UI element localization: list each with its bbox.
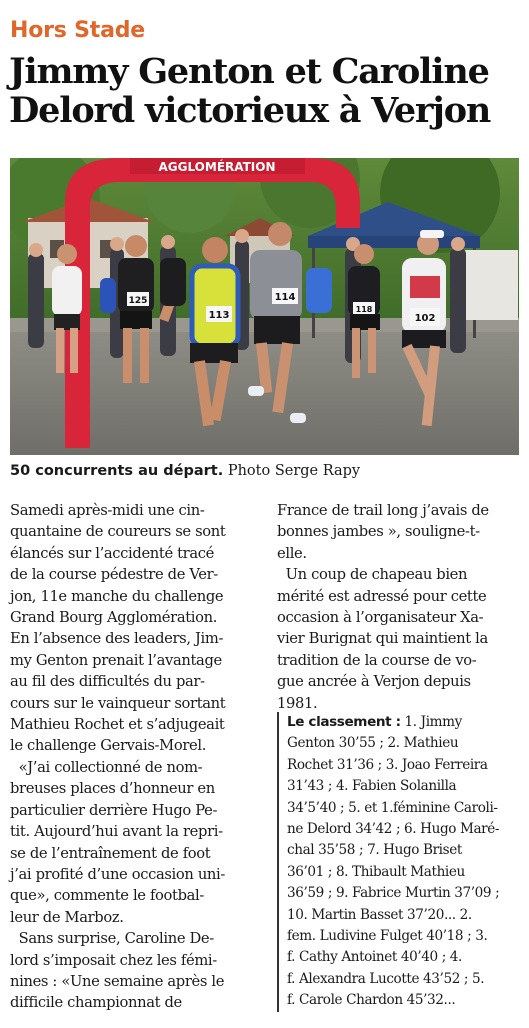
article-column-1 bbox=[10, 500, 266, 1014]
body-line: En l’absence des leaders, Jim- bbox=[10, 630, 224, 648]
bib-number: 113 bbox=[208, 310, 230, 321]
body-line: my Genton prenait l’avantage bbox=[10, 651, 222, 669]
body-line: vier Burignat qui maintient la bbox=[277, 630, 488, 648]
caption-bold: 50 concurrents au départ. bbox=[10, 463, 224, 479]
body-line: breuses places d’honneur en bbox=[10, 780, 215, 798]
body-line: de la course pédestre de Ver- bbox=[10, 566, 218, 584]
results-line: ne Delord 34’42 ; 6. Hugo Maré- bbox=[287, 821, 500, 838]
body-line: quantaine de coureurs se sont bbox=[10, 523, 226, 541]
body-line: occasion à l’organisateur Xa- bbox=[277, 609, 484, 627]
body-line: Mathieu Rochet et s’adjugeait bbox=[10, 716, 225, 734]
headline-line: Delord victorieux à Verjon bbox=[9, 90, 491, 131]
body-line: au fil des difficultés du par- bbox=[10, 673, 205, 691]
body-line: leur de Marboz. bbox=[10, 908, 124, 926]
results-line: 36’01 ; 8. Thibault Mathieu bbox=[287, 863, 465, 880]
results-text: 1. Jimmy bbox=[400, 714, 462, 730]
results-line: Genton 30’55 ; 2. Mathieu bbox=[287, 735, 459, 752]
photo-credit: Photo Serge Rapy bbox=[223, 463, 361, 479]
bib-number: 114 bbox=[274, 292, 296, 303]
results-line: 36’59 ; 9. Fabrice Murtin 37’09 ; bbox=[287, 885, 500, 902]
body-line: j’ai profité d’une occasion uni- bbox=[10, 865, 225, 883]
body-line: Grand Bourg Agglomération. bbox=[10, 609, 218, 627]
body-line: difficile championnat de bbox=[10, 994, 182, 1012]
bib-number: 102 bbox=[414, 313, 436, 324]
body-line: mérité est adressé pour cette bbox=[277, 587, 487, 605]
results-line: f. Cathy Antoinet 40’40 ; 4. bbox=[287, 949, 462, 966]
body-line: Samedi après-midi une cin- bbox=[10, 502, 205, 519]
results-label: Le classement : bbox=[287, 714, 401, 730]
results-box bbox=[277, 712, 527, 1012]
body-line: France de trail long j’avais de bbox=[277, 502, 489, 519]
results-line: Rochet 31’36 ; 3. Joao Ferreira bbox=[287, 756, 488, 773]
body-line: se de l’entraînement de foot bbox=[10, 844, 211, 862]
results-line: fem. Ludivine Fulget 40’18 ; 3. bbox=[287, 928, 488, 945]
results-first-line bbox=[287, 712, 527, 733]
body-line: tradition de la course de vo- bbox=[277, 651, 477, 669]
body-line: le challenge Gervais-Morel. bbox=[10, 737, 207, 755]
results-line: 31’43 ; 4. Fabien Solanilla bbox=[287, 778, 457, 795]
body-line: lord s’imposait chez les fémi- bbox=[10, 951, 217, 969]
results-line: 34’5’40 ; 5. et 1.féminine Caroli- bbox=[287, 799, 498, 816]
body-line: 1981. bbox=[277, 694, 318, 712]
photo-caption bbox=[10, 461, 360, 481]
results-line: 10. Martin Basset 37’20... 2. bbox=[287, 906, 472, 923]
bib-number: 125 bbox=[128, 296, 148, 306]
arch-banner-text: AGGLOMÉRATION bbox=[158, 160, 276, 174]
body-line: cours sur le vainqueur sortant bbox=[10, 694, 226, 712]
body-line: elle. bbox=[277, 544, 307, 562]
results-line: f. Alexandra Lucotte 43’52 ; 5. bbox=[287, 970, 485, 987]
headline-line: Jimmy Genton et Caroline bbox=[9, 51, 489, 92]
body-line: élancés sur l’accidenté tracé bbox=[10, 544, 214, 562]
body-line: «J’ai collectionné de nom- bbox=[10, 758, 203, 776]
article-column-2 bbox=[277, 500, 522, 714]
bib-number: 118 bbox=[355, 305, 373, 314]
body-line: nines : «Une semaine après le bbox=[10, 972, 225, 990]
results-line: chal 35’58 ; 7. Hugo Briset bbox=[287, 842, 462, 859]
body-line: que», commente le footbal- bbox=[10, 887, 205, 905]
body-line: jon, 11e manche du challenge bbox=[10, 587, 224, 605]
body-line: Sans surprise, Caroline De- bbox=[10, 930, 214, 948]
article-photo bbox=[10, 158, 519, 455]
body-line: tit. Aujourd’hui avant la repri- bbox=[10, 823, 223, 841]
article-headline bbox=[9, 52, 521, 130]
body-line: gue ancrée à Verjon depuis bbox=[277, 673, 471, 691]
body-line: bonnes jambes », souligne-t- bbox=[277, 523, 480, 541]
section-rubric: Hors Stade bbox=[10, 18, 146, 43]
body-line: particulier derrière Hugo Pe- bbox=[10, 801, 218, 819]
body-line: Un coup de chapeau bien bbox=[277, 566, 468, 584]
results-line: f. Carole Chardon 45’32... bbox=[287, 992, 456, 1009]
